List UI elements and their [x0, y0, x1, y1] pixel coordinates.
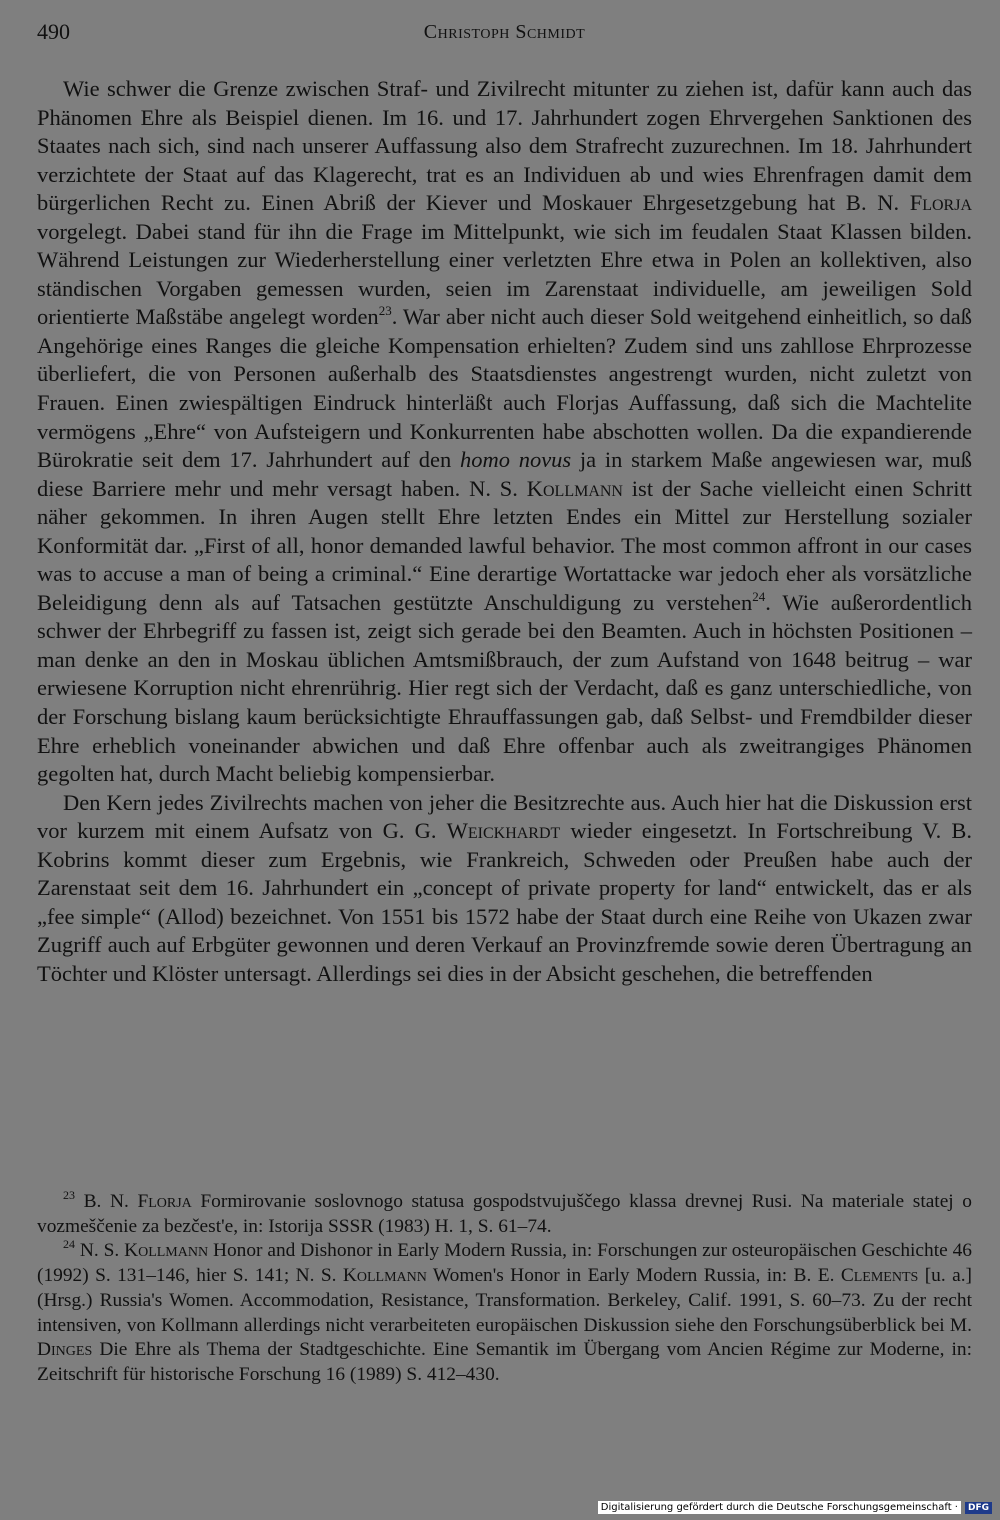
author-name-small-caps: Kollmann	[342, 1265, 427, 1287]
digitization-footer	[598, 1501, 992, 1514]
author-name-small-caps: Florja	[909, 190, 972, 216]
body-text	[37, 75, 972, 989]
text-run: Wie schwer die Grenze zwischen Straf- und Zivilrecht mitunter zu ziehen ist, dafür kann auch das Phänomen Ehre als Beispiel dienen. Im 16. und 17. Jahrhundert zogen Ehrvergehen Sanktionen des Staates nach sich, sind nach unserer Auffassung also dem Strafrecht zuzurechnen. Im 18. Jahrhundert verzichtete der Staat auf das Klagerecht, trat es an Individuen ab und wies Ehrenfragen damit dem bürgerlichen Recht zu. Einen Abriß der Kiever und Moskauer Ehrgesetzgebung hat B. N.	[37, 76, 972, 216]
document-page	[37, 0, 972, 1520]
text-run: Formirovanie soslovnogo statusa gospodstvujuščego klassa drevnej Rusi. Na materiale statej o vozmeščenie za bezčest'e, in: Istorija SSSR (1983) H. 1, S. 61–74.	[37, 1191, 972, 1237]
dfg-logo-icon[interactable]: DFG	[965, 1502, 992, 1514]
running-head-author: Christoph Schmidt	[423, 21, 586, 43]
paragraph-honor	[37, 75, 972, 789]
text-run: N. S.	[75, 1240, 125, 1262]
text-run: vorgelegt. Dabei stand für ihn die Frage im Mittelpunkt, wie sich im feudalen Staat Klassen bilden. Während Leistungen zur Wiederherstellung einer verletzten Ehre etwa in Polen an kollektiven, also ständischen Vorgaben gemessen wurden, seien im Zarenstaat individuelle, am jeweiligen Sold orientierte Maßstäbe angelegt worden	[37, 218, 972, 330]
author-name-small-caps: Clements	[840, 1265, 919, 1287]
text-run: B. N.	[75, 1191, 138, 1212]
footnotes	[37, 1190, 972, 1388]
author-name-small-caps: Weickhardt	[446, 818, 561, 844]
text-run: wieder eingesetzt. In Fortschreibung V. B. Kobrins kommt dieser zum Ergebnis, wie Frankreich, Schweden oder Preußen habe auch der Zarenstaat seit dem 16. Jahrhundert ein „concept of private property for land“ entwickelt, das er als „fee simple“ (Allod) bezeichnet. Von 1551 bis 1572 habe der Staat durch eine Reihe von Ukazen zwar Zugriff auch auf Erbgüter gewonnen und deren Verkauf an Provinzfremde sowie deren Übertragung an Töchter und Klöster untersagt. Allerdings sei dies in der Absicht geschehen, die betreffenden	[37, 818, 972, 986]
funding-notice: Digitalisierung gefördert durch die Deutsche Forschungsgemeinschaft ·	[598, 1501, 961, 1514]
paragraph-property	[37, 789, 972, 989]
text-run: ja in starkem Maße angewiesen war, muß diese Barriere mehr und mehr versagt haben. N. S.	[37, 447, 972, 501]
text-run: Die Ehre als Thema der Stadtgeschichte. Eine Semantik im Übergang vom Ancien Régime zur Moderne, in: Zeitschrift für historische Forschung 16 (1989) S. 412–430.	[37, 1339, 972, 1385]
page-number: 490	[37, 19, 70, 44]
footnote-reference[interactable]: 24	[752, 588, 766, 604]
text-run: ist der Sache vielleicht einen Schritt näher gekommen. In ihren Augen stellt Ehre letzten Endes ein Mittel zur Herstellung sozialer Konformität dar. „First of all, honor demanded lawful behavior. The most common affront in our cases was to accuse a man of being a criminal.“ Eine derartige Wortattacke war jedoch eher als vorsätzliche Beleidigung denn als auf Tatsachen gestützte Anschuldigung zu verstehen	[37, 475, 972, 615]
text-run: Honor and Dishonor in Early Modern Russia, in: Forschungen zur osteuropäischen Geschichte 46 (1992) S. 131–146, hier S. 141; N. S.	[37, 1240, 972, 1287]
author-name-small-caps: Kollmann	[124, 1240, 209, 1262]
text-run: Women's Honor in Early Modern Russia, in: B. E.	[426, 1265, 841, 1287]
author-name-small-caps: Florja	[137, 1191, 192, 1212]
text-run: . Wie außerordentlich schwer der Ehrbegriff zu fassen ist, zeigt sich gerade bei den Beamten. Auch in höchsten Positionen – man denke an den in Moskau üblichen Amtsmißbrauch, der zum Aufstand von 1648 beitrug – war erwiesene Korruption nicht ehrenrührig. Hier regt sich der Verdacht, daß es ganz unterschiedliche, von der Forschung bislang kaum berücksichtigte Ehrauffassungen gab, daß Selbst- und Fremdbilder dieser Ehre erheblich voneinander abwichen und daß Ehre offenbar auch als zweitrangiges Phänomen gegolten hat, durch Macht beliebig kompensierbar.	[37, 589, 972, 787]
text-run: . War aber nicht auch dieser Sold weitgehend einheitlich, so daß Angehörige eines Ranges die gleiche Kompensation erhielten? Zudem sind uns zahllose Ehrprozesse überliefert, die von Personen außerhalb des Staatsdienstes angestrengt wurden, nicht zuletzt von Frauen. Einen zwiespältigen Eindruck hinterläßt auch Florjas Auffassung, daß sich die Machtelite vermögens „Ehre“ von Aufsteigern und Konkurrenten habe abschotten wollen. Da die expandierende Bürokratie seit dem 17. Jahrhundert auf den	[37, 304, 972, 473]
text-run: [u. a.] (Hrsg.) Russia's Women. Accommodation, Resistance, Transformation. Berkeley, Calif. 1991, S. 60–73. Zu der recht intensiven, von Kollmann allerdings nicht verarbeiteten europäischen Diskussion siehe den Forschungsüberblick bei M.	[37, 1265, 973, 1336]
italic-term: homo novus	[459, 447, 572, 473]
footnote-reference[interactable]: 23	[378, 303, 392, 319]
footnote-number: 24	[63, 1237, 75, 1252]
footnote-23	[37, 1190, 972, 1239]
author-name-small-caps: Kollmann	[526, 475, 623, 501]
footnote-24	[37, 1239, 972, 1387]
running-head	[37, 19, 972, 49]
text-run: Den Kern jedes Zivilrechts machen von jeher die Besitzrechte aus. Auch hier hat die Diskussion erst vor kurzem mit einem Aufsatz von G. G.	[37, 789, 972, 844]
author-name-small-caps: Dinges	[37, 1339, 93, 1361]
footnote-number: 23	[63, 1188, 75, 1202]
